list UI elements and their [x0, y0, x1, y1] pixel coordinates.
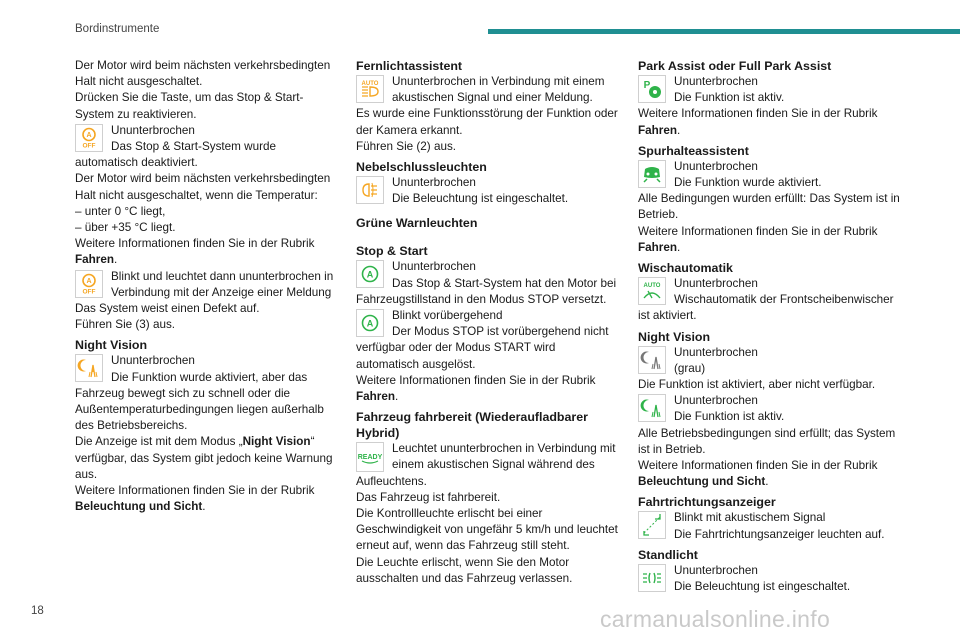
rubric-reference: Beleuchtung und Sicht [638, 475, 766, 489]
svg-text:A: A [86, 277, 92, 285]
svg-text:AUTO: AUTO [361, 81, 379, 87]
off-label: OFF [82, 142, 96, 150]
entry-text: Die Funktion wurde aktiviert, aber das Fahrzeug bewegt sich zu schnell oder die Außentemperaturbedingungen liegen außerhalb des Betriebsbereichs. [75, 370, 324, 433]
section-heading: Fernlichtassistent [356, 59, 463, 73]
indicator-entry [356, 74, 618, 106]
entry-text: Die Beleuchtung ist eingeschaltet. [674, 580, 851, 594]
indicator-entry [638, 159, 900, 191]
paragraph: Die Kontrollleuchte erlischt bei einer Geschwindigkeit von ungefähr 5 km/h und leuchtet erneut auf, wenn das Fahrzeug still steht. [356, 507, 618, 553]
rubric-reference: Beleuchtung und Sicht [75, 500, 203, 514]
stop-start-off-amber-icon [75, 270, 103, 298]
indicator-entry [356, 175, 618, 207]
column-left [75, 58, 341, 515]
svg-text:READY: READY [357, 454, 383, 462]
indicator-entry [75, 269, 341, 301]
entry-text: Die Funktion ist aktiv. [674, 410, 785, 424]
entry-state: Blinkt vorübergehend [392, 309, 503, 323]
indicator-entry [75, 353, 341, 434]
svg-text:OFF: OFF [82, 288, 96, 296]
indicator-entry [638, 276, 900, 325]
section-heading: Nebelschlussleuchten [356, 160, 487, 175]
entry-text: Die Funktion wurde aktiviert. [674, 176, 822, 190]
rubric-reference: Fahren [356, 390, 395, 404]
header-section-title: Bordinstrumente [75, 23, 160, 35]
paragraph: Die Funktion ist aktiviert, aber nicht verfügbar. [638, 378, 876, 392]
rubric-reference: Fahren [638, 240, 677, 254]
section-heading: Night Vision [75, 338, 148, 353]
stop-start-green-icon [356, 309, 384, 337]
section-heading: Park Assist oder Full Park Assist [638, 59, 832, 73]
paragraph: Der Motor wird beim nächsten verkehrsbedingten Halt nicht ausgeschaltet. [75, 59, 331, 89]
entry-state: Ununterbrochen [674, 75, 758, 88]
watermark: carmanualsonline.info [600, 606, 831, 632]
paragraph: Führen Sie (2) aus. [356, 139, 457, 153]
indicator-entry [638, 393, 900, 425]
section-heading: Standlicht [638, 547, 698, 562]
paragraph: Drücken Sie die Taste, um das Stop & Start-System zu reaktivieren. [75, 91, 304, 121]
ready-green-icon [356, 442, 384, 472]
svg-text:AUTO: AUTO [643, 283, 661, 290]
entry-text: Der Modus STOP ist vorübergehend nicht verfügbar oder der Modus START wird automatisch ausgelöst. [356, 325, 609, 371]
paragraph: Der Motor wird beim nächsten verkehrsbedingten Halt nicht ausgeschaltet, wenn die Temperatur: [75, 172, 331, 202]
indicator-entry [638, 345, 900, 377]
paragraph: Alle Betriebsbedingungen sind erfüllt; das System ist in Betrieb. [638, 426, 896, 456]
section-heading: Fahrtrichtungsanzeiger [638, 495, 776, 510]
entry-state: Ununterbrochen [392, 176, 476, 190]
night-vision-amber-icon [75, 354, 103, 382]
section-heading: Night Vision [638, 329, 711, 344]
svg-text:A: A [366, 318, 374, 329]
section-heading: Spurhalteassistent [638, 143, 749, 158]
night-vision-green-icon [638, 394, 666, 422]
entry-state: Blinkt mit akustischem Signal [674, 511, 826, 525]
header-accent-bar [488, 29, 960, 34]
paragraph: Weitere Informationen finden Sie in der Rubrik Beleuchtung und Sicht. [638, 459, 878, 489]
entry-text: Blinkt und leuchtet dann ununterbrochen in Verbindung mit der Anzeige einer Meldung [111, 269, 334, 299]
paragraph: Das Fahrzeug ist fahrbereit. [356, 490, 501, 504]
entry-state: Ununterbrochen [674, 159, 758, 173]
column-middle [356, 58, 618, 587]
high-beam-assist-amber-icon [356, 75, 384, 103]
paragraph: Es wurde eine Funktionsstörung der Funktion oder der Kamera erkannt. [356, 107, 618, 137]
stop-start-green-icon [356, 260, 384, 288]
entry-state: Ununterbrochen [674, 345, 758, 359]
entry-state: Ununterbrochen [111, 354, 195, 368]
paragraph: Weitere Informationen finden Sie in der Rubrik Fahren. [638, 224, 878, 254]
indicator-entry [356, 259, 618, 308]
entry-state: Ununterbrochen [111, 123, 195, 137]
position-lights-green-icon [638, 564, 666, 592]
svg-text:A: A [366, 269, 374, 280]
indicator-entry [638, 510, 900, 542]
rubric-reference: Fahren [75, 253, 114, 267]
paragraph: Weitere Informationen finden Sie in der Rubrik Fahren. [638, 107, 878, 137]
entry-text: Das Stop & Start-System hat den Motor bei Fahrzeugstillstand in den Modus STOP versetzt. [356, 276, 617, 306]
indicator-entry [356, 441, 618, 490]
entry-text: Die Fahrtrichtungsanzeiger leuchten auf. [674, 527, 885, 541]
stop-start-off-amber-icon [75, 124, 103, 152]
indicator-entry [638, 563, 900, 595]
rear-fog-light-amber-icon [356, 176, 384, 204]
indicator-entry [638, 74, 900, 106]
entry-text: (grau) [674, 361, 706, 375]
entry-text: Wischautomatik der Frontscheibenwischer ist aktiviert. [638, 293, 894, 323]
list-item: – unter 0 °C liegt, [75, 204, 166, 218]
page-number: 18 [31, 605, 44, 617]
indicator-entry [75, 123, 341, 172]
paragraph: Die Leuchte erlischt, wenn Sie den Motor ausschalten und das Fahrzeug verlassen. [356, 555, 573, 585]
turn-signal-green-icon [638, 511, 666, 539]
paragraph: Weitere Informationen finden Sie in der Rubrik Fahren. [75, 237, 315, 267]
section-heading: Grüne Warnleuchten [356, 216, 478, 231]
section-heading: Fahrzeug fahrbereit (Wiederaufladbarer Hybrid) [356, 410, 588, 441]
section-heading: Stop & Start [356, 244, 428, 259]
column-right [638, 58, 900, 595]
svg-text:P: P [643, 80, 651, 91]
rubric-reference: Fahren [638, 123, 677, 137]
paragraph: Alle Bedingungen wurden erfüllt: Das System ist in Betrieb. [638, 192, 900, 222]
svg-text:A: A [86, 131, 92, 139]
indicator-entry [356, 308, 618, 373]
list-item: – über +35 °C liegt. [75, 221, 176, 235]
entry-text: Die Funktion ist aktiv. [674, 91, 785, 105]
entry-text: Das Stop & Start-System wurde automatisch deaktiviert. [75, 140, 276, 170]
entry-state: Ununterbrochen [674, 277, 758, 291]
park-assist-green-icon [638, 75, 666, 103]
entry-text: Ununterbrochen in Verbindung mit einem akustischen Signal und einer Meldung. [392, 75, 605, 105]
entry-text: Die Beleuchtung ist eingeschaltet. [392, 192, 569, 206]
paragraph: Weitere Informationen finden Sie in der Rubrik Fahren. [356, 373, 596, 404]
entry-state: Ununterbrochen [674, 563, 758, 577]
entry-text: Leuchtet ununterbrochen in Verbindung mit einem akustischen Signal während des Aufleuchtens. [356, 442, 616, 488]
paragraph: Führen Sie (3) aus. [75, 318, 176, 332]
paragraph: Die Anzeige ist mit dem Modus „Night Vision“ verfügbar, das System gibt jedoch keine Warnung aus. [75, 435, 333, 481]
entry-state: Ununterbrochen [674, 394, 758, 408]
night-vision-grey-icon [638, 346, 666, 374]
auto-wiper-green-icon [638, 277, 666, 305]
paragraph: Weitere Informationen finden Sie in der Rubrik Beleuchtung und Sicht. [75, 484, 315, 514]
entry-state: Ununterbrochen [392, 260, 476, 274]
lane-keeping-green-icon [638, 160, 666, 188]
paragraph: Das System weist einen Defekt auf. [75, 302, 260, 316]
section-heading: Wischautomatik [638, 261, 733, 276]
